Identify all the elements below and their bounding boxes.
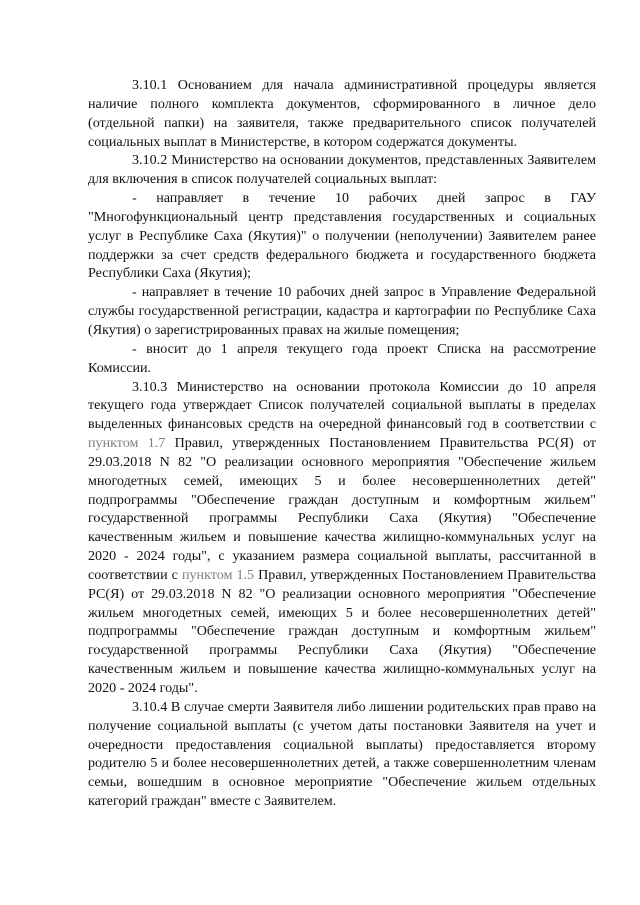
paragraph-3-10-4 bbox=[88, 698, 596, 811]
paragraph-text: - вносит до 1 апреля текущего года проект Списка на рассмотрение Комиссии. bbox=[88, 340, 596, 376]
document-page bbox=[88, 76, 596, 811]
reference-link-point-1-7[interactable]: пунктом 1.7 bbox=[88, 435, 166, 452]
list-item-request-rosreestr bbox=[88, 283, 596, 340]
paragraph-3-10-1 bbox=[88, 76, 596, 151]
reference-link-point-1-5[interactable]: пунктом 1.5 bbox=[181, 566, 255, 583]
paragraph-text: Правил, утвержденных Постановлением Правительства РС(Я) от 29.03.2018 N 82 "О реализации основного мероприятия "Обеспечение жильем многодетных семей, имеющих 5 и более несовершеннолетних детей" подпрограммы "Обеспечение граждан доступным и комфортным жильем" государственной программы Республики Саха (Якутия) "Обеспечение качественным жильем и повышение качества жилищно-коммунальных услуг на 2020 - 2024 годы". bbox=[88, 566, 596, 696]
list-item-request-mfc bbox=[88, 189, 596, 283]
list-item-submit-draft bbox=[88, 340, 596, 378]
paragraph-text: 3.10.1 Основанием для начала административной процедуры является наличие полного комплекта документов, сформированного в личное дело (отдельной папки) на заявителя, также предварительного список получателей социальных выплат в Министерстве, в котором содержатся документы. bbox=[88, 77, 596, 150]
paragraph-3-10-2 bbox=[88, 151, 596, 189]
paragraph-text: 3.10.2 Министерство на основании документов, представленных Заявителем для включения в список получателей социальных выплат: bbox=[88, 152, 596, 188]
paragraph-text: 3.10.4 В случае смерти Заявителя либо лишении родительских прав право на получение социальной выплаты (с учетом даты постановки Заявителя на учет и очередности предоставления социальной выплаты) предоставляется второму родителю 5 и более несовершеннолетних детей, а также совершеннолетним членам семьи, вошедшим в основное мероприятие "Обеспечение жильем отдельных категорий граждан" вместе с Заявителем. bbox=[88, 698, 596, 810]
paragraph-text: 3.10.3 Министерство на основании протокола Комиссии до 10 апреля текущего года утверждает Список получателей социальной выплаты в пределах выделенных финансовых средств на очередной финансовый год в соответствии с bbox=[88, 378, 596, 433]
paragraph-text: Правил, утвержденных Постановлением Правительства РС(Я) от 29.03.2018 N 82 "О реализации основного мероприятия "Обеспечение жильем многодетных семей, имеющих 5 и более несовершеннолетних детей" подпрограммы "Обеспечение граждан доступным и комфортным жильем" государственной программы Республики Саха (Якутия) "Обеспечение качественным жильем и повышение качества жилищно-коммунальных услуг на 2020 - 2024 годы", с указанием размера социальной выплаты, рассчитанной в соответствии с bbox=[88, 435, 596, 583]
paragraph-text: - направляет в течение 10 рабочих дней запрос в Управление Федеральной службы государственной регистрации, кадастра и картографии по Республике Саха (Якутия) о зарегистрированных правах на жилые помещения; bbox=[88, 284, 596, 338]
paragraph-3-10-3 bbox=[88, 378, 596, 698]
paragraph-text: - направляет в течение 10 рабочих дней запрос в ГАУ "Многофункциональный центр представления государственных и социальных услуг в Республике Саха (Якутия)" о получении (неполучении) Заявителем ранее поддержки за счет средств федерального бюджета и государственного бюджета Республики Саха (Якутия); bbox=[88, 190, 596, 282]
